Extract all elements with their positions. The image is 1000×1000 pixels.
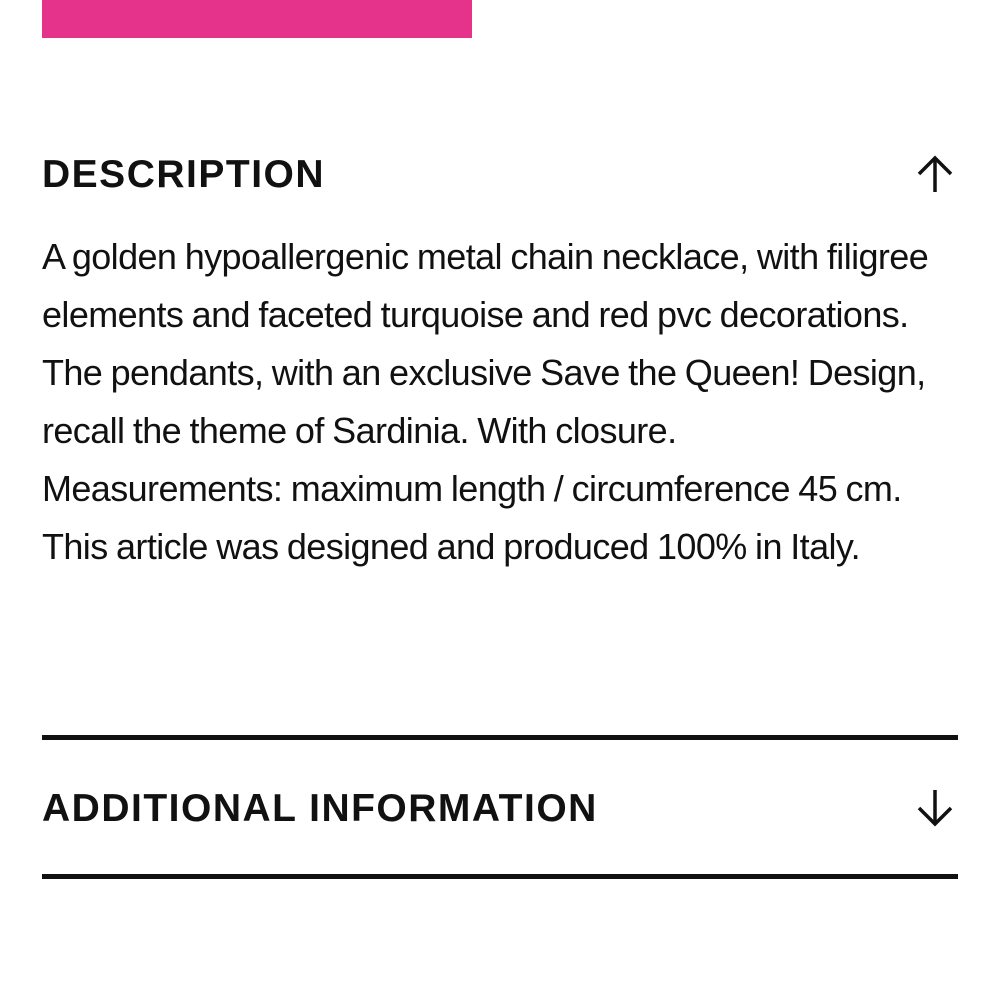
origin-paragraph: This article was designed and produced 100% in Italy.	[42, 526, 861, 567]
accent-bar	[42, 0, 472, 38]
description-accordion-header[interactable]	[42, 150, 958, 198]
measurements-paragraph: Measurements: maximum length / circumference 45 cm.	[42, 468, 902, 509]
section-divider	[42, 735, 958, 740]
description-paragraph: A golden hypoallergenic metal chain necklace, with filigree elements and faceted turquoise and red pvc decorations. The pendants, with an exclusive Save the Queen! Design, recall the theme of Sardinia. With closure.	[42, 236, 929, 451]
section-divider	[42, 874, 958, 879]
description-body	[42, 228, 972, 576]
additional-information-accordion-header[interactable]	[42, 784, 958, 832]
arrow-up-icon[interactable]	[912, 151, 958, 197]
arrow-down-icon[interactable]	[912, 785, 958, 831]
description-title: DESCRIPTION	[42, 152, 326, 196]
additional-information-title: ADDITIONAL INFORMATION	[42, 786, 598, 830]
